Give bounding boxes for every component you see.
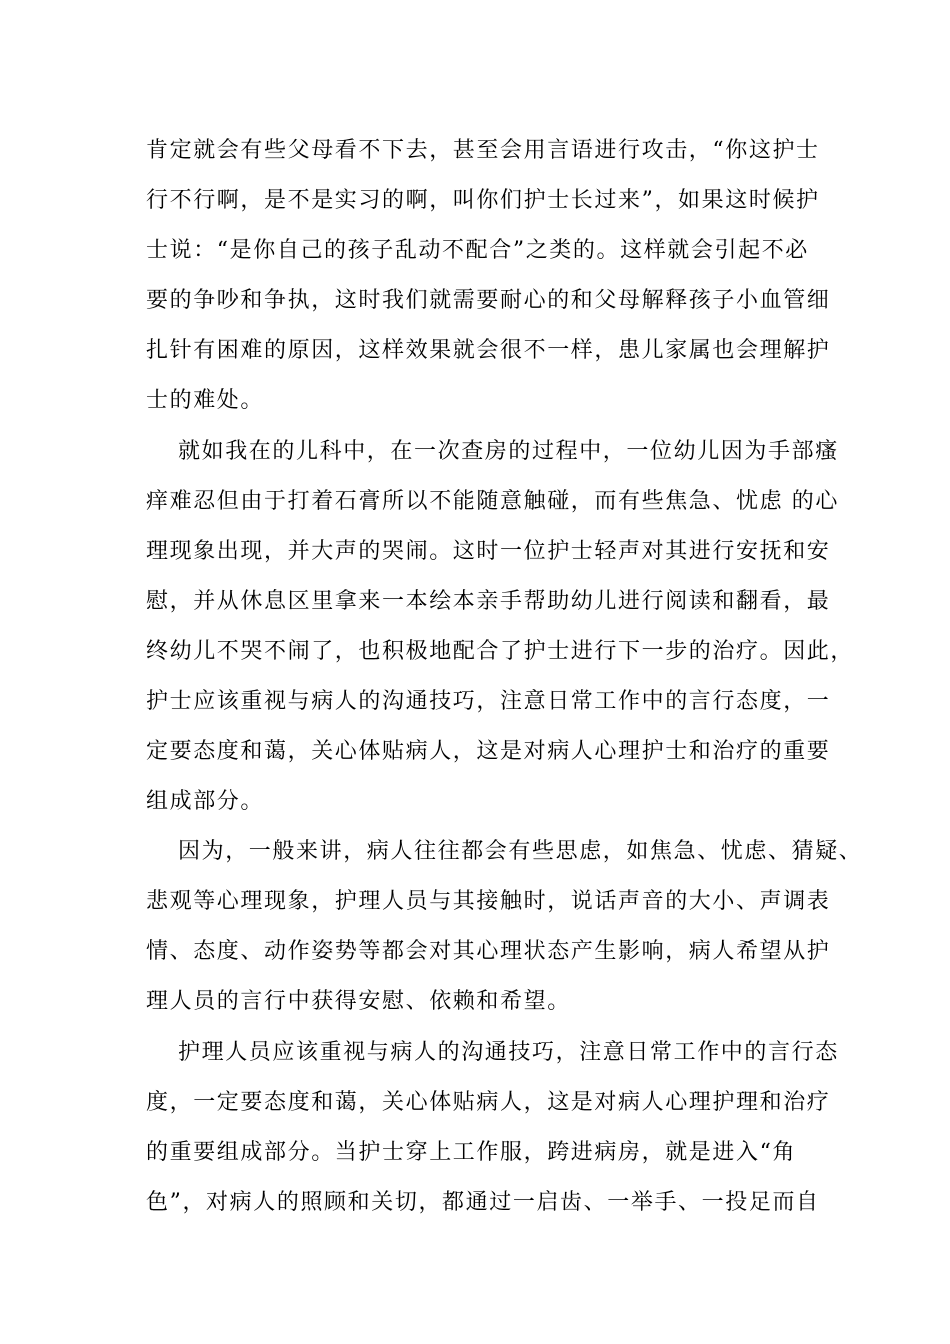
paragraph-line: 要的争吵和争执，这时我们就需要耐心的和父母解释孩子小血管细 (146, 288, 831, 313)
paragraph-line: 士说：“是你自己的孩子乱动不配合”之类的。这样就会引起不必 (146, 238, 809, 263)
paragraph-line: 色”，对病人的照顾和关切，都通过一启齿、一举手、一投足而自 (146, 1190, 820, 1215)
paragraph-line: 扎针有困难的原因，这样效果就会很不一样，患儿家属也会理解护 (146, 338, 831, 363)
paragraph-line: 度，一定要态度和蔼，关心体贴病人，这是对病人心理护理和治疗 (146, 1090, 831, 1115)
paragraph-line: 护理人员应该重视与病人的沟通技巧，注意日常工作中的言行态 (178, 1040, 839, 1065)
paragraph-line: 痒难忍但由于打着石膏所以不能随意触碰，而有些焦急、忧虑 的心 (146, 489, 839, 514)
paragraph-line: 组成部分。 (146, 789, 265, 814)
paragraph-line: 的重要组成部分。当护士穿上工作服，跨进病房，就是进入“角 (146, 1140, 797, 1165)
paragraph-line: 定要态度和蔼，关心体贴病人，这是对病人心理护士和治疗的重要 (146, 739, 831, 764)
paragraph-line: 就如我在的儿科中，在一次查房的过程中，一位幼儿因为手部瘙 (178, 439, 839, 464)
paragraph-line: 理现象出现，并大声的哭闹。这时一位护士轻声对其进行安抚和安 (146, 539, 831, 564)
paragraph-line: 理人员的言行中获得安慰、依赖和希望。 (146, 989, 571, 1014)
paragraph-line: 肯定就会有些父母看不下去，甚至会用言语进行攻击，“你这护士 (146, 138, 820, 163)
paragraph-line: 慰，并从休息区里拿来一本绘本亲手帮助幼儿进行阅读和翻看，最 (146, 589, 831, 614)
paragraph-line: 悲观等心理现象，护理人员与其接触时，说话声音的大小、声调表 (146, 889, 831, 914)
paragraph-line: 因为，一般来讲，病人往往都会有些思虑，如焦急、忧虑、猜疑、 (178, 839, 863, 864)
paragraph-line: 士的难处。 (146, 388, 265, 413)
paragraph-line: 护士应该重视与病人的沟通技巧，注意日常工作中的言行态度，一 (146, 689, 831, 714)
paragraph-line: 终幼儿不哭不闹了，也积极地配合了护士进行下一步的治疗。因此， (146, 639, 855, 664)
paragraph-line: 情、态度、动作姿势等都会对其心理状态产生影响，病人希望从护 (146, 939, 831, 964)
paragraph-line: 行不行啊，是不是实习的啊，叫你们护士长过来”，如果这时候护 (146, 188, 820, 213)
